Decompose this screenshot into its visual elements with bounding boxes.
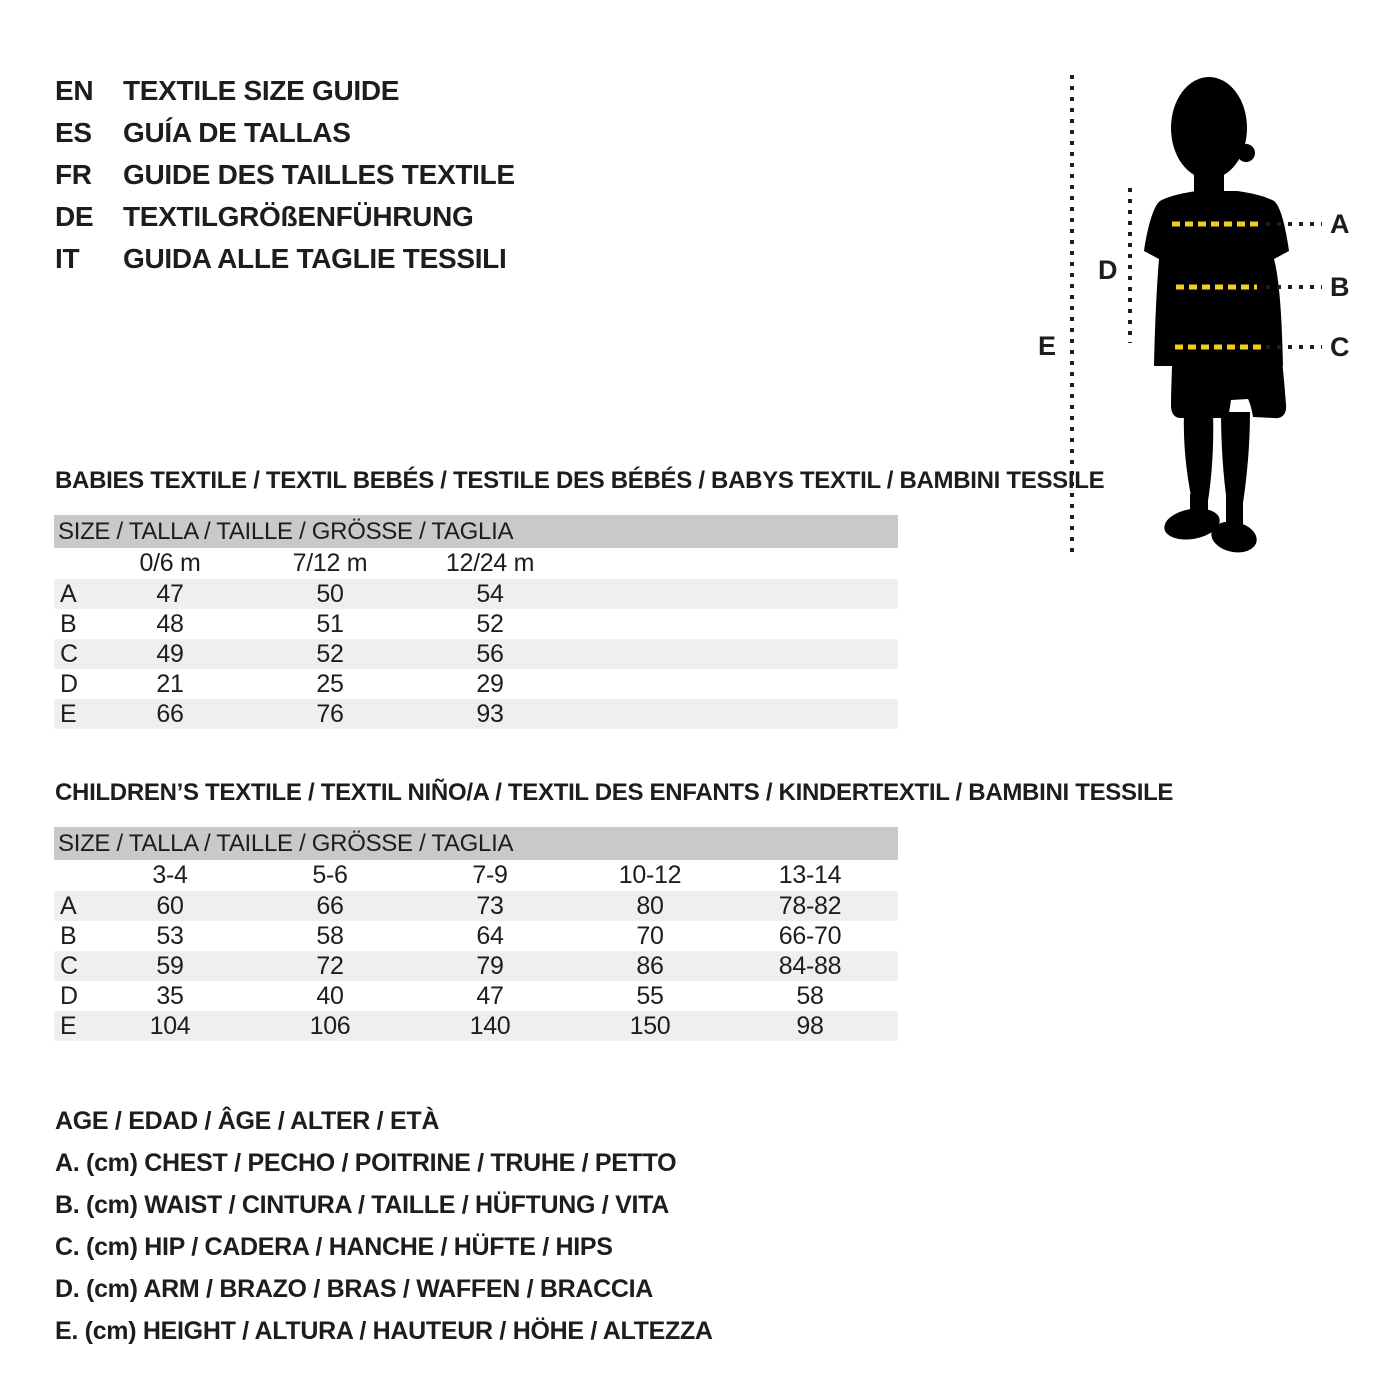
column-header-row <box>54 860 898 891</box>
lang-title-en: TEXTILE SIZE GUIDE <box>123 75 400 106</box>
marker-label-a: A <box>1330 209 1350 239</box>
cell: 48 <box>156 609 184 638</box>
cell: 35 <box>156 981 184 1010</box>
row-label: E <box>60 1011 77 1040</box>
row-label: B <box>60 921 77 950</box>
row-label: A <box>60 891 77 920</box>
table-row-c <box>54 951 898 981</box>
cell: 55 <box>636 981 664 1010</box>
cell: 66 <box>316 891 344 920</box>
table-row-a <box>54 579 898 609</box>
column-header: 13-14 <box>778 861 842 889</box>
cell: 73 <box>476 891 504 920</box>
column-header: 7-9 <box>472 861 508 889</box>
column-header: 5-6 <box>312 861 348 889</box>
lang-row-en <box>55 70 515 112</box>
cell: 104 <box>149 1011 191 1040</box>
cell: 76 <box>316 699 344 728</box>
cell: 86 <box>636 951 664 980</box>
lang-code-fr: FR <box>55 159 92 190</box>
cell: 40 <box>316 981 344 1010</box>
column-header: 0/6 m <box>139 549 201 577</box>
marker-label-d: D <box>1098 255 1118 285</box>
table-row-b <box>54 609 898 639</box>
cell: 52 <box>316 639 344 668</box>
table-row-e <box>54 1011 898 1041</box>
cell: 47 <box>476 981 504 1010</box>
column-header: 3-4 <box>152 861 188 889</box>
legend-item-c-hip: C. (cm) HIP / CADERA / HANCHE / HÜFTE / HIPS <box>55 1232 613 1261</box>
measurement-legend <box>55 1100 713 1352</box>
row-label: C <box>60 951 78 980</box>
size-header-bar: SIZE / TALLA / TAILLE / GRÖSSE / TAGLIA <box>54 827 898 860</box>
table-row-a <box>54 891 898 921</box>
cell: 106 <box>309 1011 351 1040</box>
children-section-title: CHILDREN’S TEXTILE / TEXTIL NIÑO/A / TEXTIL DES ENFANTS / KINDERTEXTIL / BAMBINI TESSILE <box>55 779 1174 806</box>
cell: 25 <box>316 669 344 698</box>
table-row-e <box>54 699 898 729</box>
cell: 66 <box>156 699 184 728</box>
cell: 66-70 <box>778 921 842 950</box>
cell: 58 <box>796 981 824 1010</box>
row-label: D <box>60 669 78 698</box>
table-row-c <box>54 639 898 669</box>
marker-label-c: C <box>1330 332 1350 362</box>
cell: 21 <box>156 669 184 698</box>
cell: 84-88 <box>778 951 842 980</box>
child-measurement-figure <box>1000 60 1400 580</box>
lang-code-en: EN <box>55 75 94 106</box>
marker-label-b: B <box>1330 272 1350 302</box>
cell: 93 <box>476 699 504 728</box>
cell: 50 <box>316 579 344 608</box>
cell: 49 <box>156 639 184 668</box>
child-silhouette <box>1144 77 1289 556</box>
legend-age-heading: AGE / EDAD / ÂGE / ALTER / ETÀ <box>55 1106 440 1135</box>
row-label: D <box>60 981 78 1010</box>
row-label: C <box>60 639 78 668</box>
column-header: 10-12 <box>618 861 682 889</box>
lang-code-es: ES <box>55 117 92 148</box>
cell: 59 <box>156 951 184 980</box>
babies-size-table <box>54 515 898 729</box>
lang-code-de: DE <box>55 201 94 232</box>
legend-item-d-arm: D. (cm) ARM / BRAZO / BRAS / WAFFEN / BRACCIA <box>55 1274 654 1303</box>
cell: 98 <box>796 1011 824 1040</box>
marker-label-e: E <box>1038 331 1057 361</box>
cell: 60 <box>156 891 184 920</box>
column-header: 12/24 m <box>445 549 535 577</box>
cell: 72 <box>316 951 344 980</box>
lang-title-es: GUÍA DE TALLAS <box>123 117 351 148</box>
cell: 79 <box>476 951 504 980</box>
column-header: 7/12 m <box>292 549 368 577</box>
cell: 52 <box>476 609 504 638</box>
lang-title-fr: GUIDE DES TAILLES TEXTILE <box>123 159 515 190</box>
lang-row-de <box>55 196 515 238</box>
legend-item-b-waist: B. (cm) WAIST / CINTURA / TAILLE / HÜFTUNG / VITA <box>55 1190 669 1219</box>
cell: 64 <box>476 921 504 950</box>
lang-title-it: GUIDA ALLE TAGLIE TESSILI <box>123 243 507 274</box>
cell: 53 <box>156 921 184 950</box>
column-header-row <box>54 548 898 579</box>
cell: 29 <box>476 669 504 698</box>
table-row-d <box>54 981 898 1011</box>
cell: 47 <box>156 579 184 608</box>
cell: 150 <box>629 1011 671 1040</box>
row-label: A <box>60 579 77 608</box>
cell: 54 <box>476 579 504 608</box>
lang-row-fr <box>55 154 515 196</box>
cell: 58 <box>316 921 344 950</box>
cell: 78-82 <box>778 891 842 920</box>
cell: 70 <box>636 921 664 950</box>
table-row-b <box>54 921 898 951</box>
row-label: E <box>60 699 77 728</box>
babies-section-title: BABIES TEXTILE / TEXTIL BEBÉS / TESTILE DES BÉBÉS / BABYS TEXTIL / BAMBINI TESSILE <box>55 467 1105 494</box>
lang-code-it: IT <box>55 243 80 274</box>
table-row-d <box>54 669 898 699</box>
cell: 140 <box>469 1011 511 1040</box>
children-size-table <box>54 827 898 1041</box>
legend-item-e-height: E. (cm) HEIGHT / ALTURA / HAUTEUR / HÖHE / ALTEZZA <box>55 1316 713 1345</box>
lang-row-it <box>55 238 515 280</box>
cell: 51 <box>316 609 344 638</box>
cell: 80 <box>636 891 664 920</box>
language-title-list <box>55 70 515 280</box>
lang-title-de: TEXTILGRÖßENFÜHRUNG <box>123 201 474 232</box>
row-label: B <box>60 609 77 638</box>
lang-row-es <box>55 112 515 154</box>
cell: 56 <box>476 639 504 668</box>
legend-item-a-chest: A. (cm) CHEST / PECHO / POITRINE / TRUHE / PETTO <box>55 1148 677 1177</box>
size-header-bar: SIZE / TALLA / TAILLE / GRÖSSE / TAGLIA <box>54 515 898 548</box>
